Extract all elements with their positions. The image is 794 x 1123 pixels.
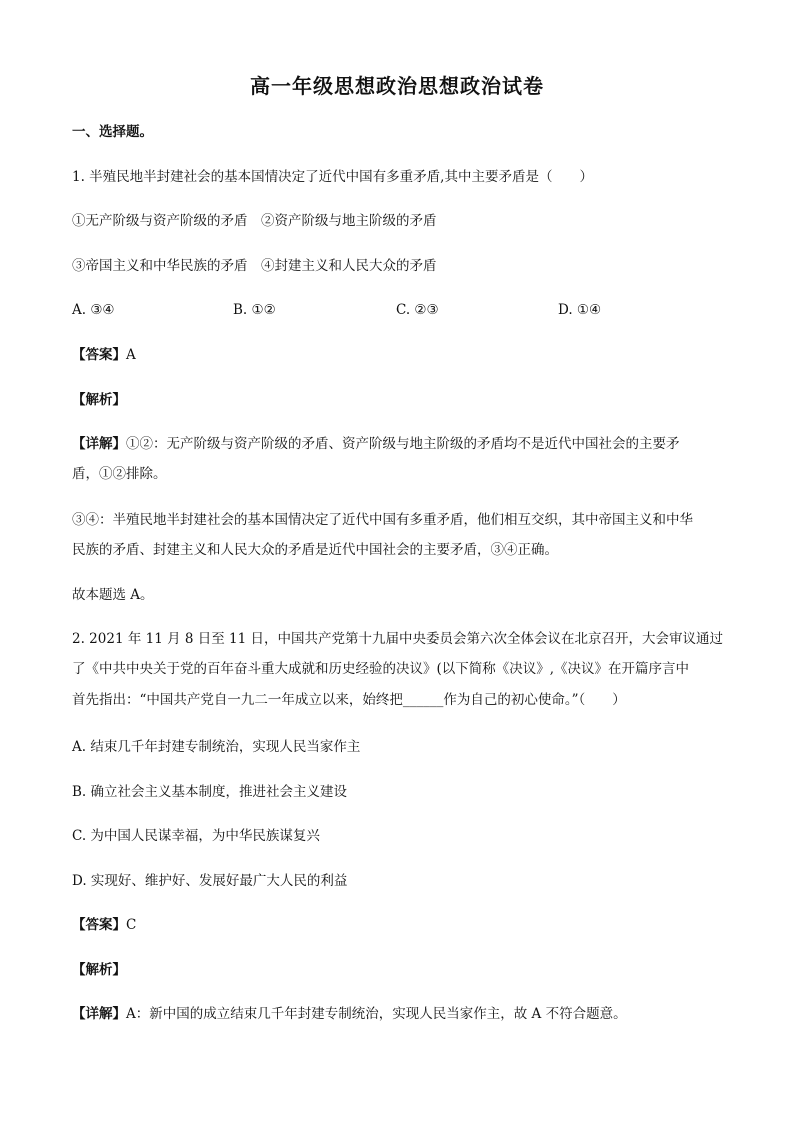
q1-detail-line1 <box>72 434 722 454</box>
q1-option-d: D. ①④ <box>558 302 602 318</box>
q2-answer <box>72 915 722 935</box>
q1-answer-label: 【答案】 <box>72 347 126 363</box>
q2-option-c: C. 为中国人民谋幸福，为中华民族谋复兴 <box>72 828 320 844</box>
q1-detail-text1: ①②：无产阶级与资产阶级的矛盾、资产阶级与地主阶级的矛盾均不是近代中国社会的主要矛 <box>126 436 680 452</box>
q2-analysis-label: 【解析】 <box>72 962 126 978</box>
q1-items-line1: ①无产阶级与资产阶级的矛盾 ②资产阶级与地主阶级的矛盾 <box>72 213 437 229</box>
q1-answer-value: A <box>126 347 136 363</box>
q1-detail-line3: ③④：半殖民地半封建社会的基本国情决定了近代中国有多重矛盾，他们相互交织，其中帝国主义和中华 <box>72 512 693 528</box>
q1-stem: 1. 半殖民地半封建社会的基本国情决定了近代中国有多重矛盾,其中主要矛盾是（ ） <box>72 169 593 185</box>
q2-answer-label: 【答案】 <box>72 917 126 933</box>
q2-detail-line1 <box>72 1004 722 1024</box>
q2-answer-value: C <box>126 917 137 933</box>
q1-detail-line2: 盾，①②排除。 <box>72 466 167 482</box>
q2-option-a: A. 结束几千年封建专制统治，实现人民当家作主 <box>72 739 361 755</box>
q1-answer <box>72 345 722 365</box>
section-heading: 一、选择题。 <box>72 124 153 140</box>
q2-stem-line3: 首先指出：“中国共产党自一九二一年成立以来，始终把______作为自己的初心使命。”（ ） <box>72 692 626 708</box>
q1-detail-label: 【详解】 <box>72 436 126 452</box>
q1-conclusion: 故本题选 A。 <box>72 587 154 603</box>
q2-detail-label: 【详解】 <box>72 1006 126 1022</box>
q1-option-a: A. ③④ <box>72 302 115 318</box>
q1-option-c: C. ②③ <box>396 302 439 318</box>
q2-stem-line2: 了《中共中央关于党的百年奋斗重大成就和历史经验的决议》(以下简称《决议》,《决议》在开篇序言中 <box>72 661 690 677</box>
page-title: 高一年级思想政治思想政治试卷 <box>250 74 544 98</box>
q1-detail-line4: 民族的矛盾、封建主义和人民大众的矛盾是近代中国社会的主要矛盾，③④正确。 <box>72 542 558 558</box>
q2-detail-text1: A：新中国的成立结束几千年封建专制统治，实现人民当家作主，故 A 不符合题意。 <box>126 1006 627 1022</box>
q2-option-b: B. 确立社会主义基本制度，推进社会主义建设 <box>72 784 348 800</box>
q1-option-b: B. ①② <box>233 302 276 318</box>
q2-stem-line1: 2. 2021 年 11 月 8 日至 11 日，中国共产党第十九届中央委员会第六次全体会议在北京召开，大会审议通过 <box>72 631 724 647</box>
q1-items-line2: ③帝国主义和中华民族的矛盾 ④封建主义和人民大众的矛盾 <box>72 258 437 274</box>
q2-option-d: D. 实现好、维护好、发展好最广大人民的利益 <box>72 873 348 889</box>
q1-analysis-label: 【解析】 <box>72 392 126 408</box>
